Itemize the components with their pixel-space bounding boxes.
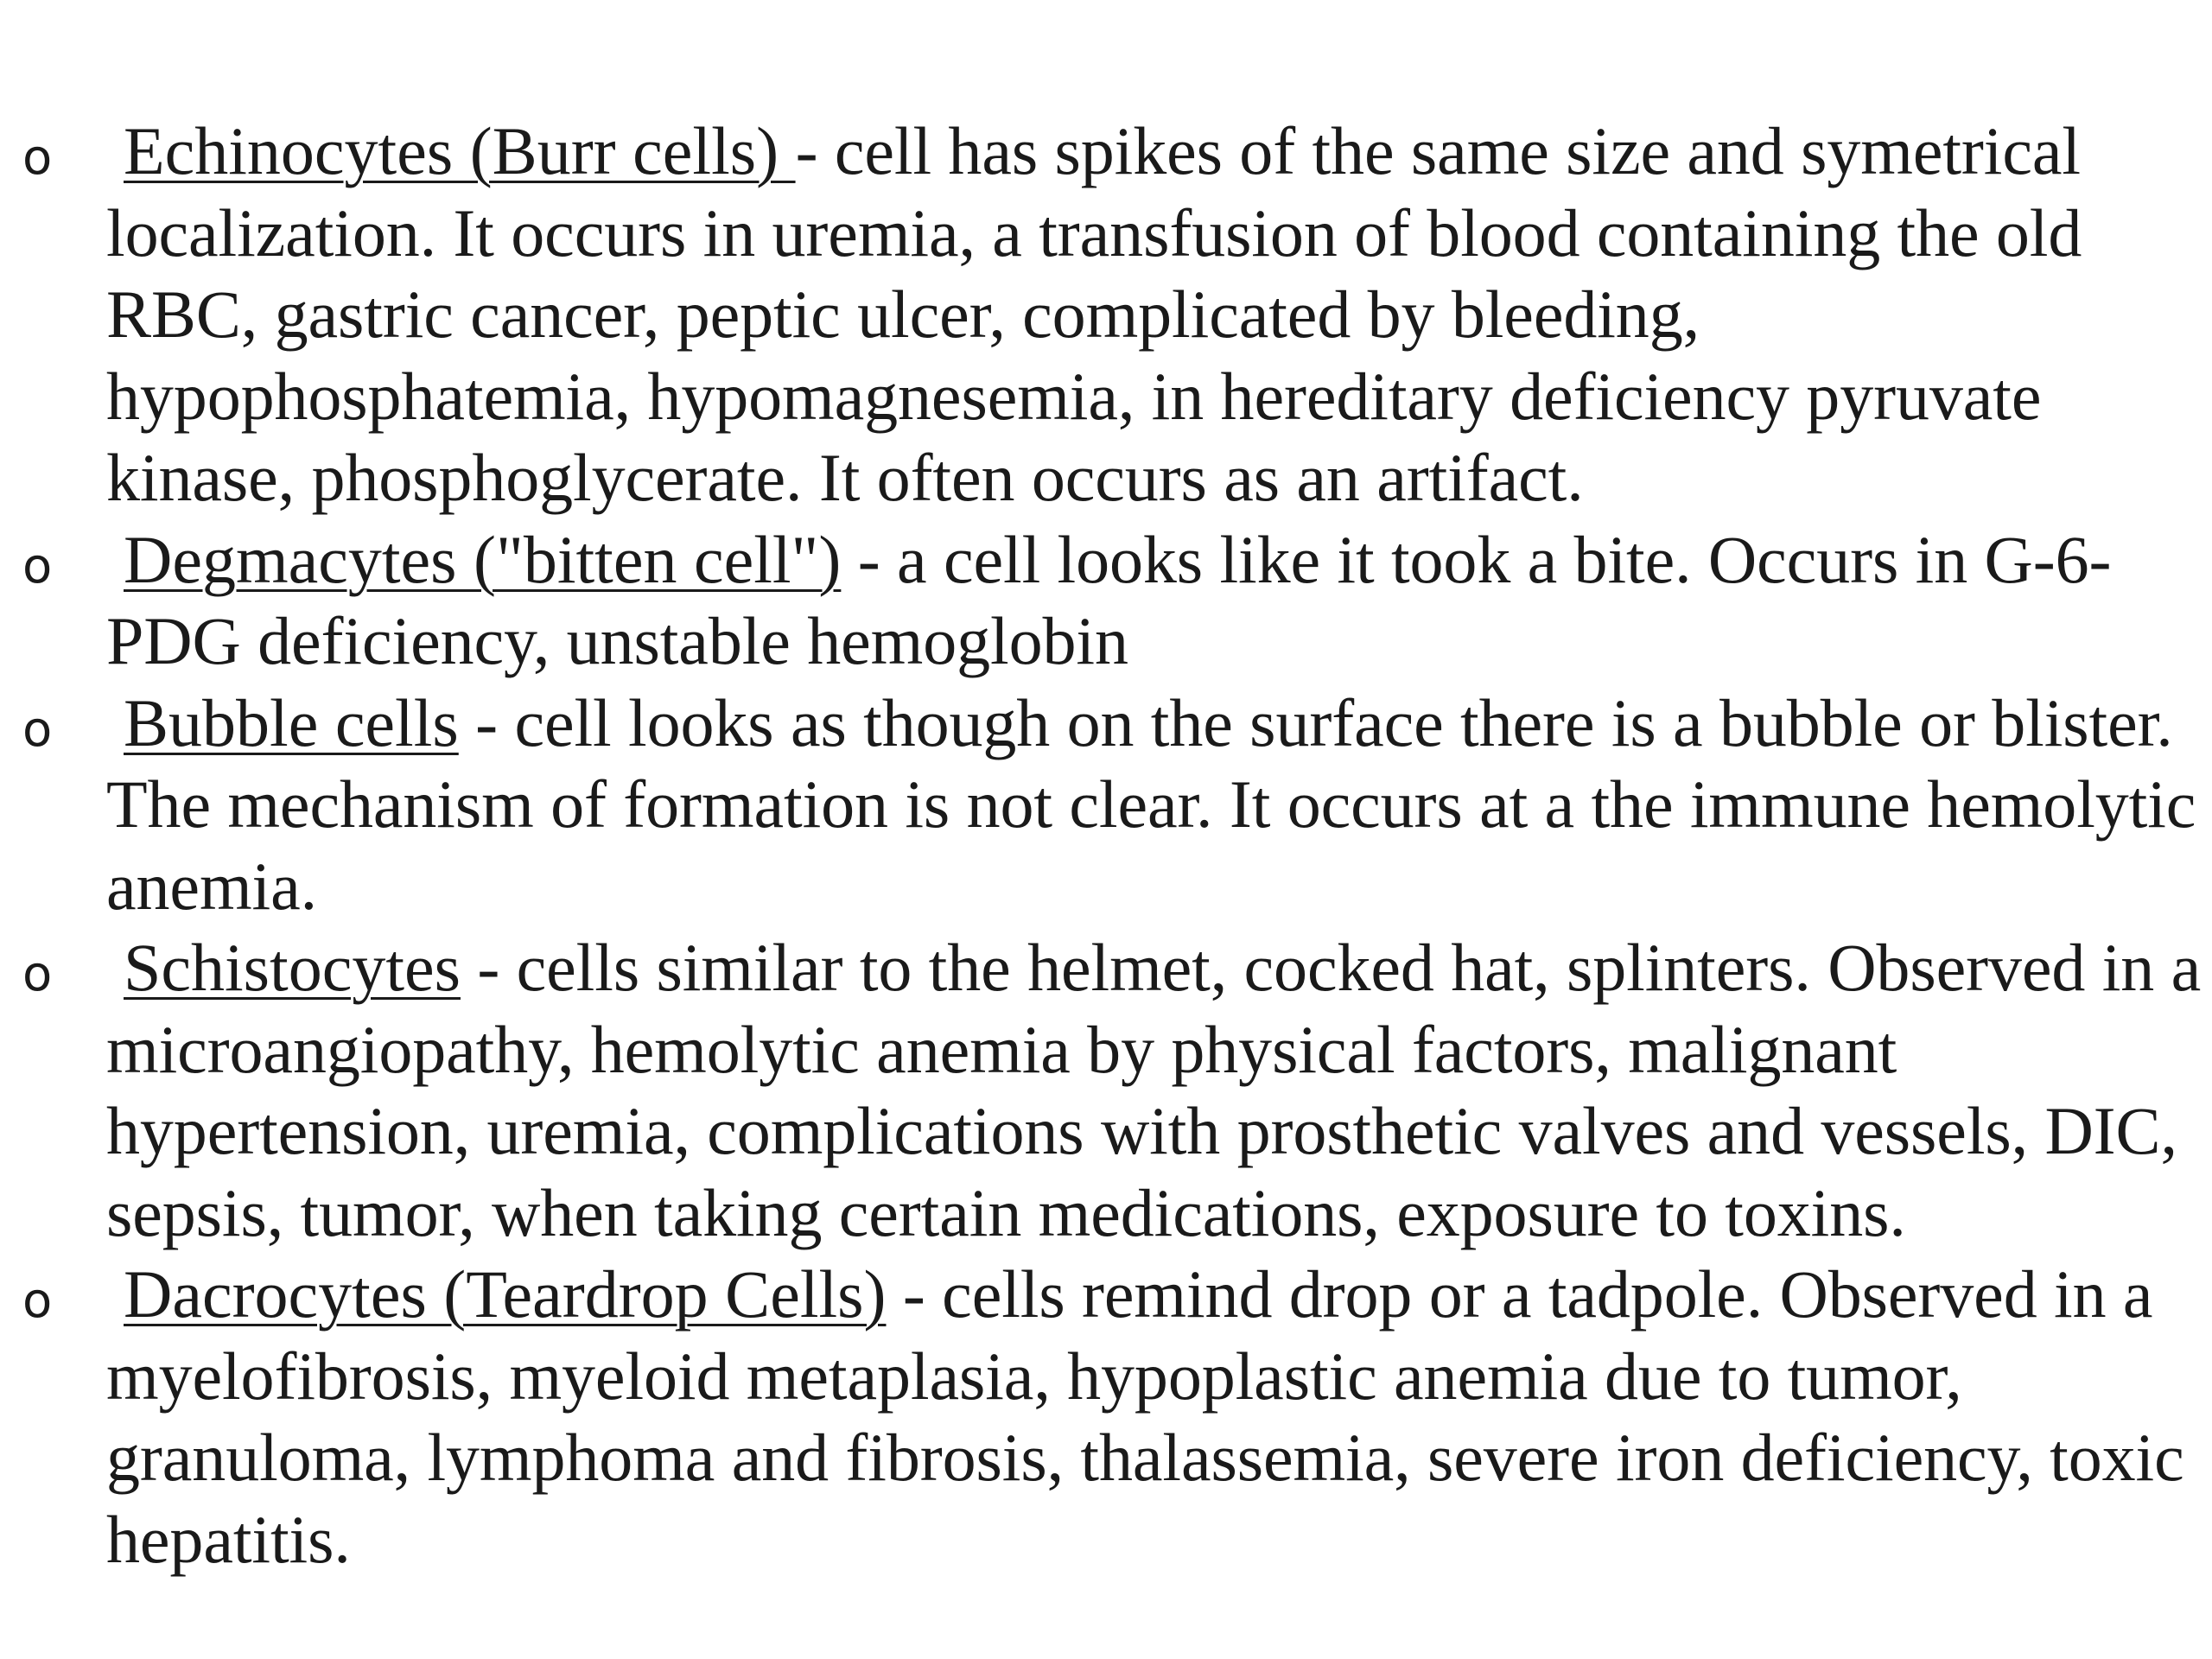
term-dacrocytes: Dacrocytes (Teardrop Cells): [124, 1256, 887, 1332]
list-item-dacrocytes: [0, 1254, 2212, 1580]
bullet-icon: o: [22, 130, 53, 186]
description-degmacytes: - a cell looks like it took a bite. Occurs in G-6-PDG deficiency, unstable hemoglobin: [106, 521, 2112, 678]
bullet-icon: o: [22, 946, 53, 1002]
document-page: [0, 111, 2212, 1580]
description-dacrocytes: - cells remind drop or a tadpole. Observed in a myelofibrosis, myeloid metaplasia, hypoplastic anemia due to tumor, granuloma, lymphoma and fibrosis, thalassemia, severe iron deficiency, toxic hepatitis.: [106, 1256, 2184, 1577]
term-degmacytes: Degmacytes ("bitten cell"): [124, 521, 842, 597]
term-echinocytes: Echinocytes (Burr cells): [124, 113, 796, 188]
bullet-icon: o: [22, 1273, 53, 1329]
list-item-echinocytes: [0, 111, 2212, 519]
term-bubble-cells: Bubble cells: [124, 684, 459, 760]
list-item-degmacytes: [0, 519, 2212, 683]
list-item-schistocytes: [0, 927, 2212, 1254]
description-schistocytes: - cells similar to the helmet, cocked hat, splinters. Observed in a microangiopathy, hemolytic anemia by physical factors, malignant hypertension, uremia, complications with prosthetic valves and vessels, DIC, sepsis, tumor, when taking certain medications, exposure to toxins.: [106, 930, 2202, 1250]
description-bubble-cells: - cell looks as though on the surface there is a bubble or blister. The mechanism of formation is not clear. It occurs at a the immune hemolytic anemia.: [106, 684, 2196, 924]
bullet-icon: o: [22, 537, 53, 594]
list-item-bubble-cells: [0, 683, 2212, 928]
description-echinocytes: - cell has spikes of the same size and symetrical localization. It occurs in uremia, a transfusion of blood containing the old RBC, gastric cancer, peptic ulcer, complicated by bleeding, hypophosphatemia, hypomagnesemia, in hereditary deficiency pyruvate kinase, phosphoglycerate. It often occurs as an artifact.: [106, 113, 2082, 515]
term-schistocytes: Schistocytes: [124, 930, 461, 1005]
bullet-icon: o: [22, 701, 53, 758]
